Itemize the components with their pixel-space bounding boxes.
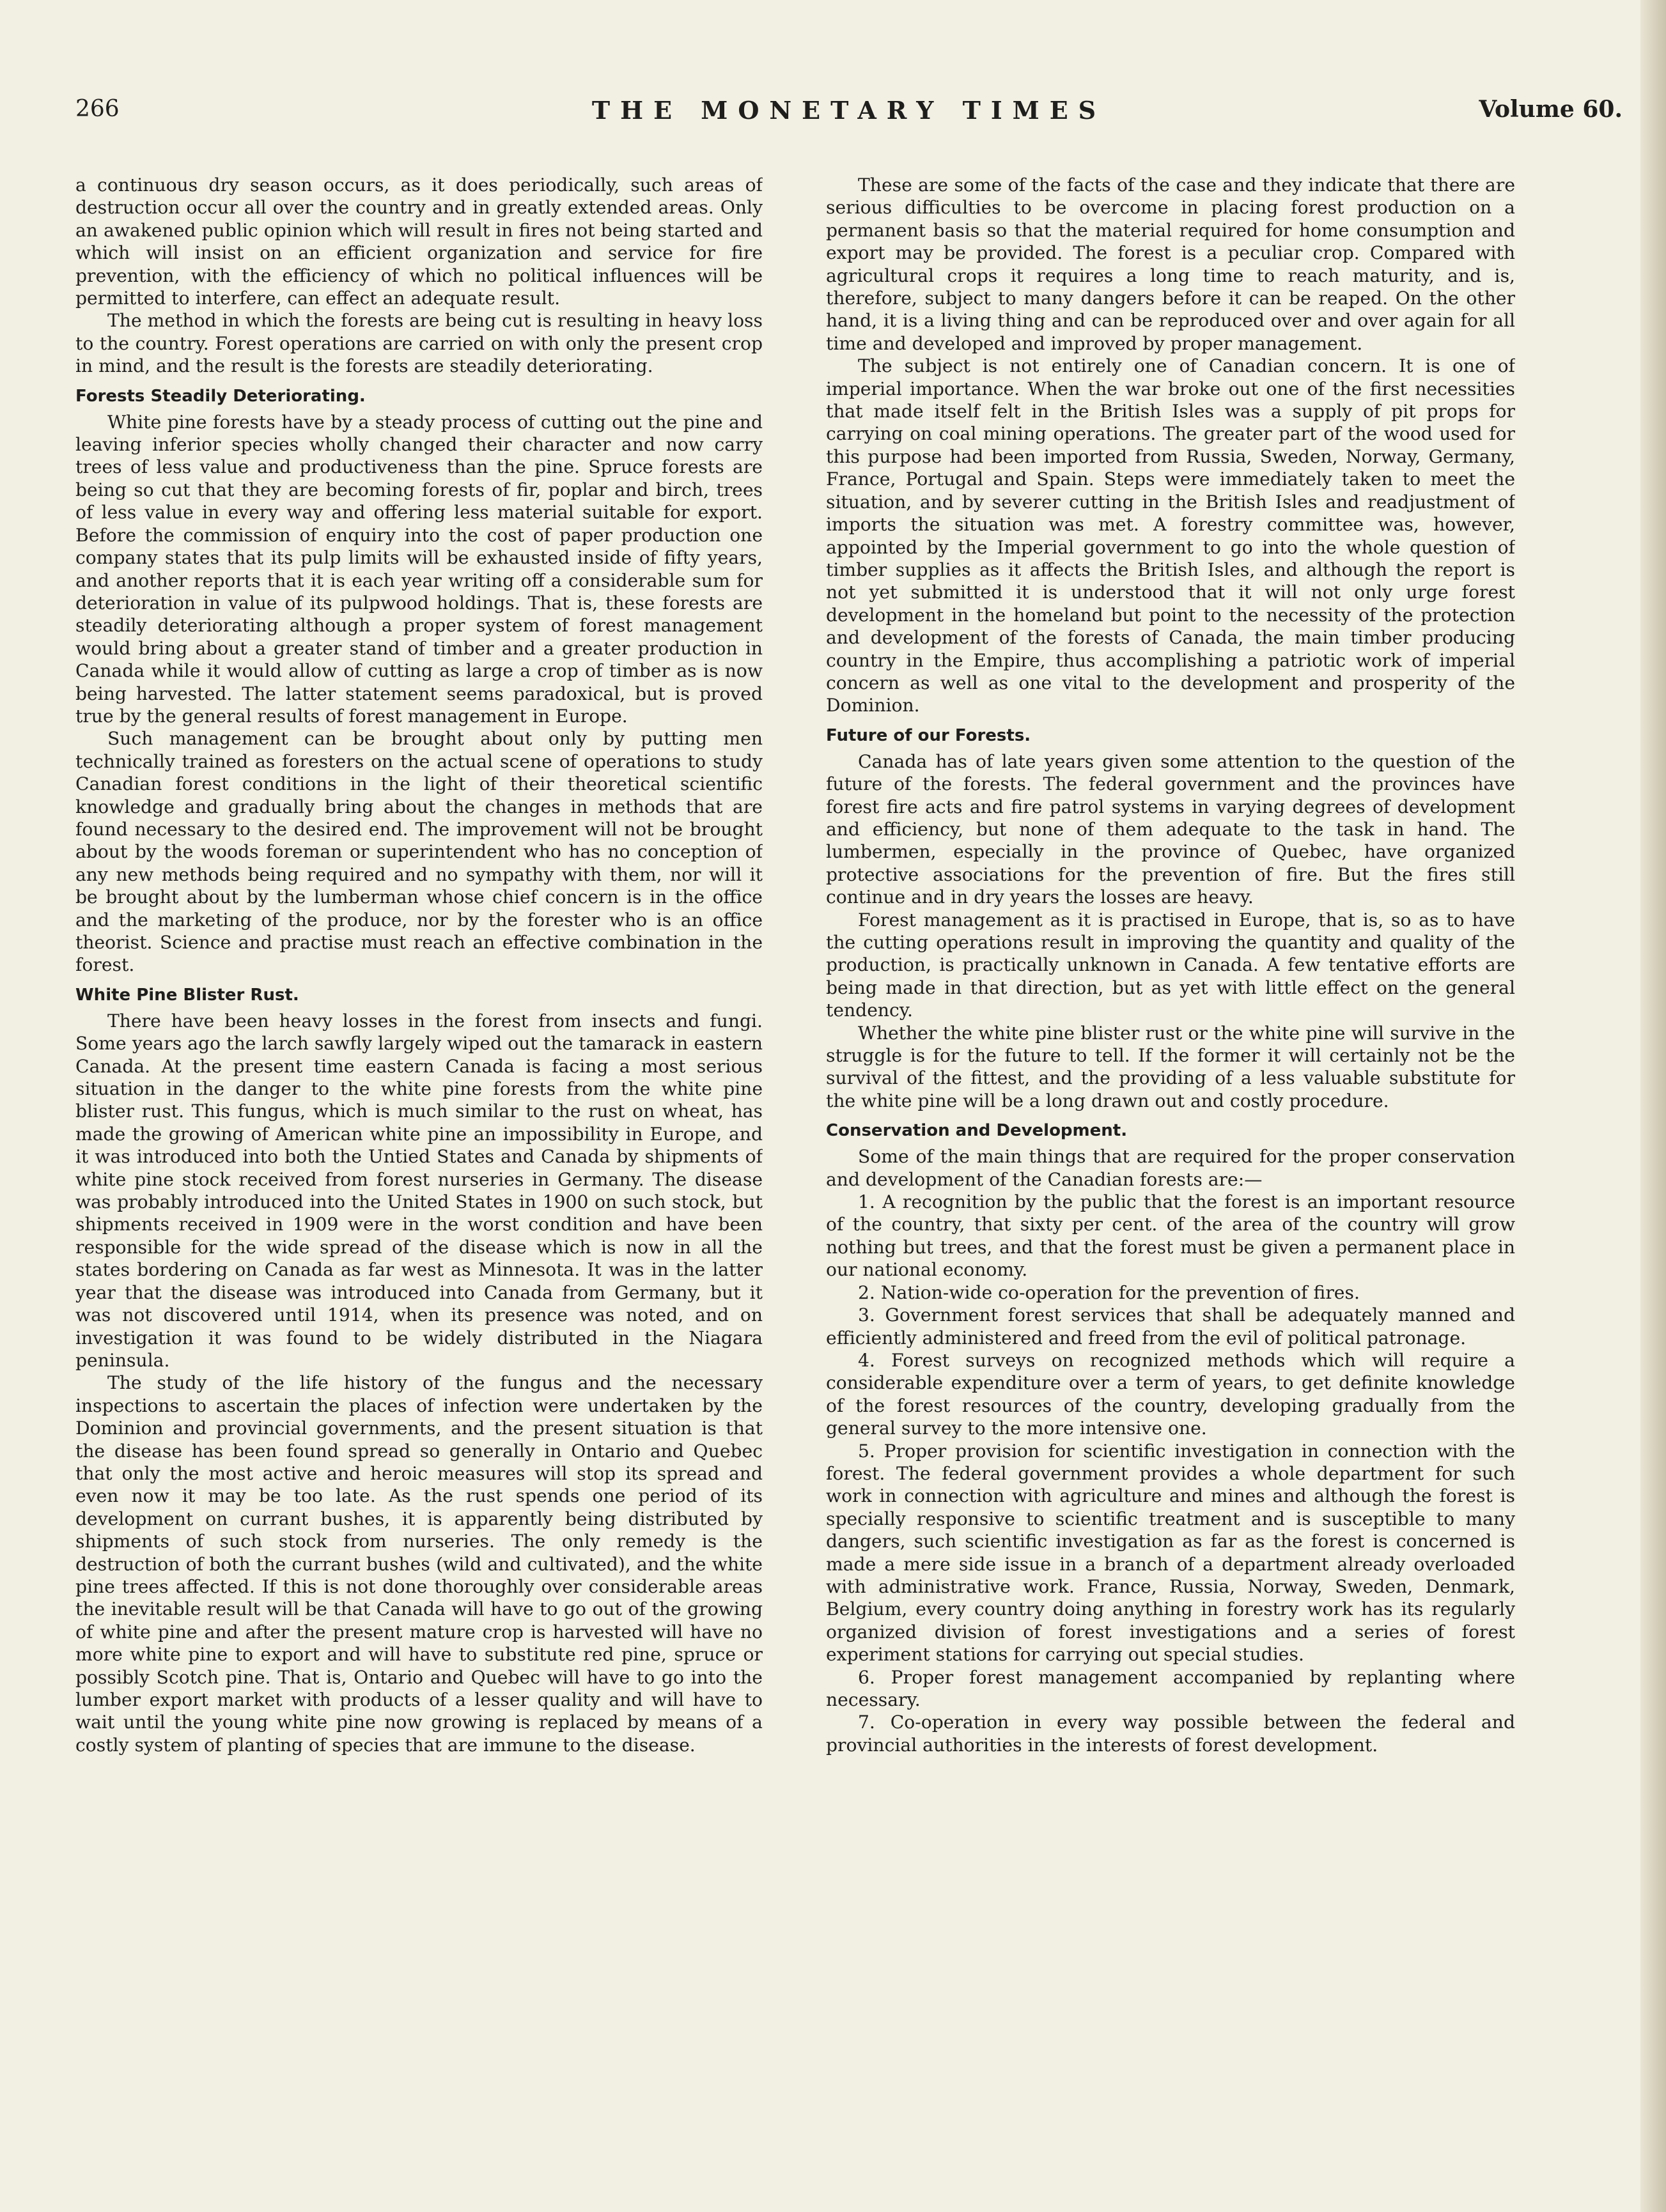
paragraph: The method in which the forests are being cut is resulting in heavy loss to the country. Forest operations are carried on with only the present crop in mind, and the result is the forests are steadily deteriorating. xyxy=(75,310,763,377)
paragraph: Canada has of late years given some attention to the question of the future of the forests. The federal government and the provinces have forest fire acts and fire patrol systems in varying degrees of development and efficiency, but none of them adequate to the task in hand. The lumbermen, especially in the province of Quebec, have organized protective associations for the prevention of fire. But the fires still continue and in dry years the losses are heavy. xyxy=(826,750,1515,908)
paragraph: Whether the white pine blister rust or the white pine will survive in the struggle is for the future to tell. If the former it will certainly not be the survival of the fittest, and the providing of a less valuable substitute for the white pine will be a long drawn out and costly procedure. xyxy=(826,1022,1515,1111)
left-column xyxy=(75,174,763,2098)
paragraph: White pine forests have by a steady process of cutting out the pine and leaving inferior species wholly changed their character and now carry trees of less value and productiveness than the pine. Spruce forests are being so cut that they are becoming forests of fir, poplar and birch, trees of less value in every way and offering less material suitable for export. Before the commission of enquiry into the cost of paper production one company states that its pulp limits will be exhausted inside of fifty years, and another reports that it is each year writing off a considerable sum for deterioration in value of its pulpwood holdings. That is, these forests are steadily deteriorating although a proper system of forest management would bring about a greater stand of timber and a greater production in Canada while it would allow of cutting as large a crop of timber as is now being harvested. The latter statement seems paradoxical, but is proved true by the general results of forest management in Europe. xyxy=(75,411,763,727)
page-edge-shadow xyxy=(1640,0,1666,2212)
paragraph: Forest management as it is practised in Europe, that is, so as to have the cutting operations result in improving the quantity and quality of the production, is practically unknown in Canada. A few tentative efforts are being made in that direction, but as yet with little effect on the general tendency. xyxy=(826,909,1515,1021)
section-heading: Conservation and Development. xyxy=(826,1121,1128,1141)
paragraph: Some of the main things that are required for the proper conservation and development of the Canadian forests are:— xyxy=(826,1146,1515,1190)
list-item: 4. Forest surveys on recognized methods which will require a considerable expenditure over a term of years, to get definite knowledge of the forest resources of the country, developing gradually from the general survey to the more intensive one. xyxy=(826,1349,1515,1439)
section-heading: White Pine Blister Rust. xyxy=(75,985,299,1005)
page-header xyxy=(75,96,1623,134)
volume-label: Volume 60. xyxy=(1479,96,1623,123)
right-column xyxy=(826,174,1515,2098)
list-item: 3. Government forest services that shall be adequately manned and efficiently administered and freed from the evil of political patronage. xyxy=(826,1304,1515,1349)
paragraph: These are some of the facts of the case and they indicate that there are serious difficulties to be overcome in placing forest production on a permanent basis so that the material required for home consumption and export may be provided. The forest is a peculiar crop. Compared with agricultural crops it requires a long time to reach maturity, and is, therefore, subject to many dangers before it can be reaped. On the other hand, it is a living thing and can be reproduced over and over again for all time and developed and improved by proper management. xyxy=(826,174,1515,354)
list-item: 2. Nation-wide co-operation for the prevention of fires. xyxy=(858,1281,1360,1303)
section-heading: Future of our Forests. xyxy=(826,725,1031,745)
paragraph: There have been heavy losses in the forest from insects and fungi. Some years ago the larch sawfly largely wiped out the tamarack in eastern Canada. At the present time eastern Canada is facing a most serious situation in the danger to the white pine forests from the white pine blister rust. This fungus, which is much similar to the rust on wheat, has made the growing of American white pine an impossibility in Europe, and it was introduced into both the Untied States and Canada by shipments of white pine stock received from forest nurseries in Germany. The disease was probably introduced into the United States in 1900 on such stock, but shipments received in 1909 were in the worst condition and have been responsible for the wide spread of the disease which is now in all the states bordering on Canada as far west as Minnesota. It was in the latter year that the disease was introduced into Canada from Germany, but it was not discovered until 1914, when its presence was noted, and on investigation it was found to be widely distributed in the Niagara peninsula. xyxy=(75,1010,763,1371)
masthead-title: THE MONETARY TIMES xyxy=(591,96,1107,125)
paragraph: a continuous dry season occurs, as it does periodically, such areas of destruction occur all over the country and in greatly extended areas. Only an awakened public opinion which will result in fires not being started and which will insist on an efficient organization and service for fire prevention, with the efficiency of which no political influences will be permitted to interfere, can effect an adequate result. xyxy=(75,174,763,309)
list-item: 6. Proper forest management accompanied by replanting where necessary. xyxy=(826,1666,1515,1710)
paragraph: The study of the life history of the fungus and the necessary inspections to ascertain the places of infection were undertaken by the Dominion and provincial governments, and the present situation is that the disease has been found spread so generally in Ontario and Quebec that only the most active and heroic measures will stop its spread and even now it may be too late. As the rust spends one period of its development on currant bushes, it is apparently being distributed by shipments of such stock from nurseries. The only remedy is the destruction of both the currant bushes (wild and cultivated), and the white pine trees affected. If this is not done thoroughly over considerable areas the inevitable result will be that Canada will have to go out of the growing of white pine and after the present mature crop is harvested will have no more white pine to export and will have to substitute red pine, spruce or possibly Scotch pine. That is, Ontario and Quebec will have to go into the lumber export market with products of a lesser quality and will have to wait until the young white pine now growing is replaced by means of a costly system of planting of species that are immune to the disease. xyxy=(75,1372,763,1756)
page-number: 266 xyxy=(75,96,120,122)
paragraph: Such management can be brought about only by putting men technically trained as foresters on the actual scene of operations to study Canadian forest conditions in the light of their theoretical scientific knowledge and gradually bring about the changes in methods that are found necessary to the desired end. The improvement will not be brought about by the woods foreman or superintendent who has no conception of any new methods being required and no sympathy with them, nor will it be brought about by the lumberman whose chief concern is in the office and the marketing of the produce, nor by the forester who is an office theorist. Science and practise must reach an effective combination in the forest. xyxy=(75,728,763,976)
list-item: 5. Proper provision for scientific investigation in connection with the forest. The federal government provides a whole department for such work in connection with agriculture and mines and although the forest is specially responsive to scientific treatment and is susceptible to many dangers, such scientific investigation as far as the forest is concerned is made a mere side issue in a branch of a department already overloaded with administrative work. France, Russia, Norway, Sweden, Denmark, Belgium, every country doing anything in forestry work has its regularly organized division of forest investigations and a series of forest experiment stations for carrying out special studies. xyxy=(826,1440,1515,1666)
section-heading: Forests Steadily Deteriorating. xyxy=(75,386,366,406)
list-item: 7. Co-operation in every way possible between the federal and provincial authorities in the interests of forest development. xyxy=(826,1712,1515,1756)
list-item: 1. A recognition by the public that the forest is an important resource of the country, that sixty per cent. of the area of the country will grow nothing but trees, and that the forest must be given a permanent place in our national economy. xyxy=(826,1191,1515,1281)
paragraph: The subject is not entirely one of Canadian concern. It is one of imperial importance. When the war broke out one of the first necessities that made itself felt in the British Isles was a supply of pit props for carrying on coal mining operations. The greater part of the wood used for this purpose had been imported from Russia, Sweden, Norway, Germany, France, Portugal and Spain. Steps were immediately taken to meet the situation, and by severer cutting in the British Isles and readjustment of imports the situation was met. A forestry committee was, however, appointed by the Imperial government to go into the whole question of timber supplies as it affects the British Isles, and although the report is not yet submitted it is understood that it will not only urge forest development in the homeland but point to the necessity of the protection and development of the forests of Canada, the main timber producing country in the Empire, thus accomplishing a patriotic work of imperial concern as well as one vital to the development and prosperity of the Dominion. xyxy=(826,355,1515,716)
